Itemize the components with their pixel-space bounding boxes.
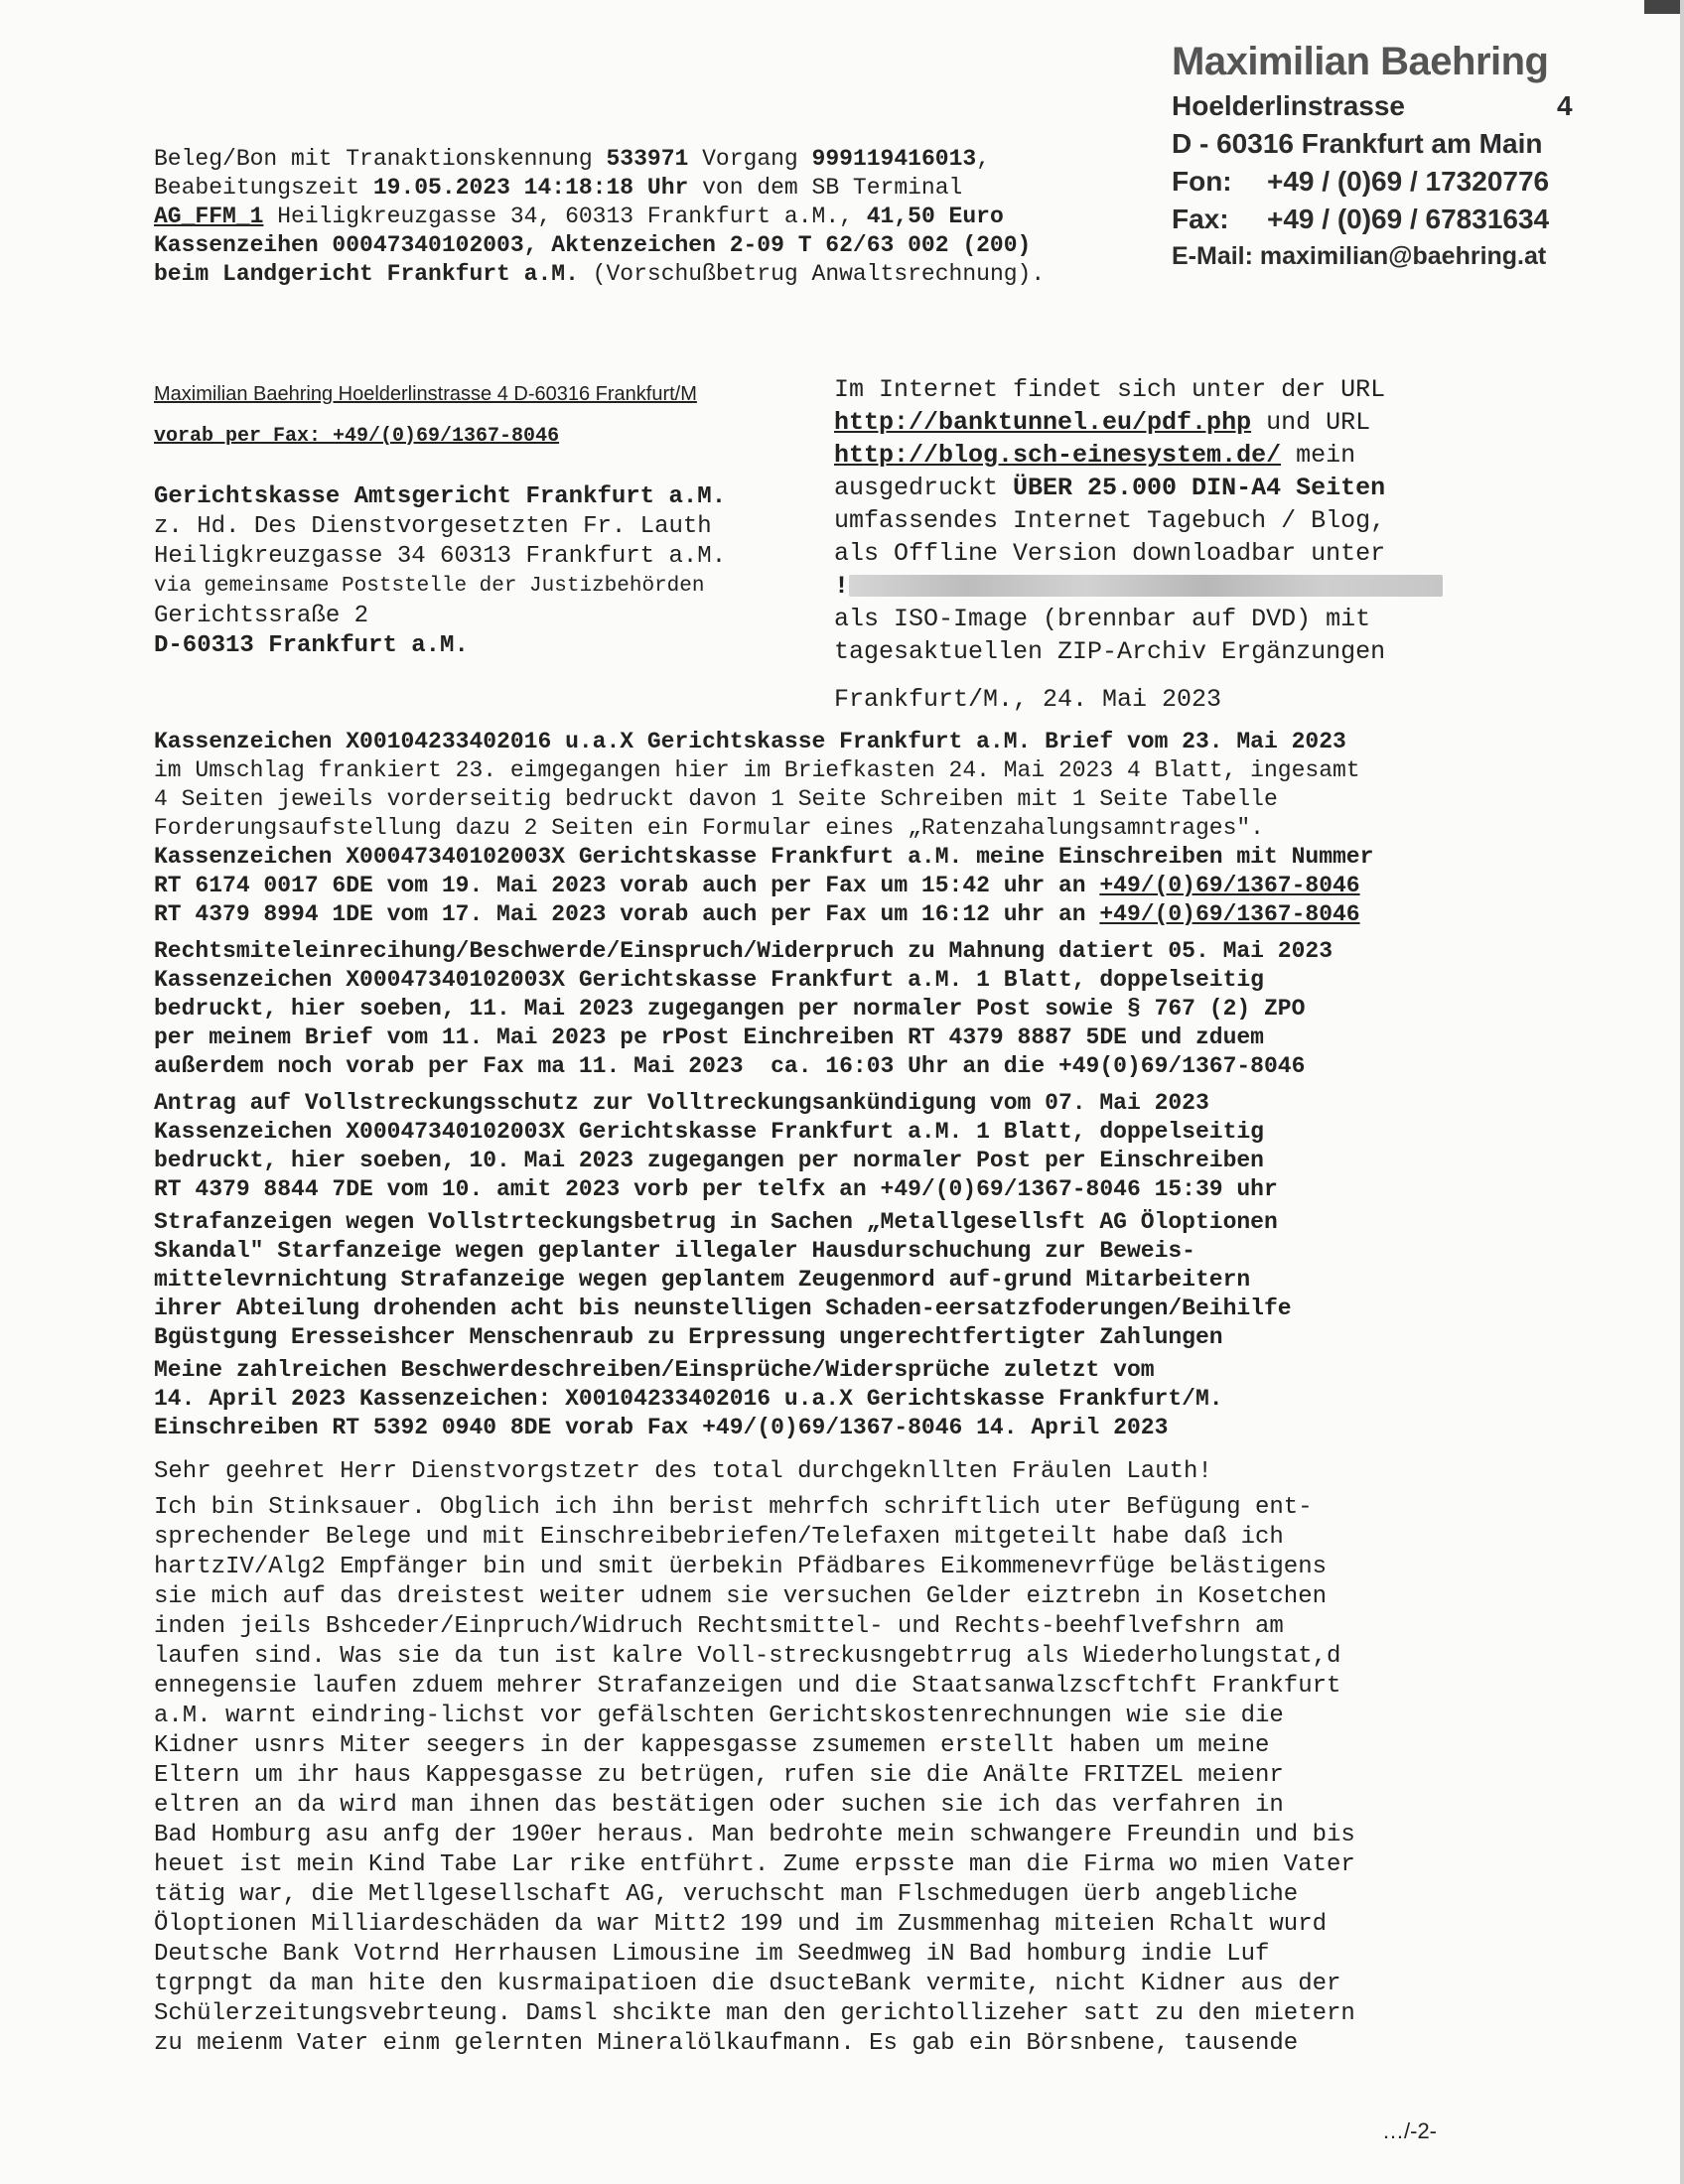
subject-line: bedruckt, hier soeben, 10. Mai 2023 zugegangen per normaler Post per Einschreiben xyxy=(154,1148,1264,1173)
recipient-line-3: Heiligkreuzgasse 34 60313 Frankfurt a.M. xyxy=(154,543,727,570)
body-line: sprechender Belege und mit Einschreibebriefen/Telefaxen mitgeteilt habe daß ich xyxy=(154,1524,1284,1551)
body-line: Deutsche Bank Votrnd Herrhausen Limousine im Seedmweg iN Bad homburg indie Luf xyxy=(154,1941,1270,1968)
subject-line: außerdem noch vorab per Fax ma 11. Mai 2023 ca. 16:03 Uhr an die +49(0)69/1367-8046 xyxy=(154,1053,1306,1079)
banktunnel-link[interactable]: http://banktunnel.eu/pdf.php xyxy=(834,408,1252,437)
subject-line: per meinem Brief vom 11. Mai 2023 pe rPost Einchreiben RT 4379 8887 5DE und zduem xyxy=(154,1024,1264,1050)
text-span: Heiligkreuzgasse 34, 60313 Frankfurt a.M., xyxy=(263,204,867,229)
recipient-line-4: via gemeinsame Poststelle der Justizbehörden xyxy=(154,575,705,598)
processing-time: 19.05.2023 14:18:18 Uhr xyxy=(372,175,689,201)
blog-link[interactable]: http://blog.sch-einesystem.de/ xyxy=(834,441,1282,470)
subject-line: im Umschlag frankiert 23. eimgegangen hier im Briefkasten 24. Mai 2023 4 Blatt, ingesamt xyxy=(154,757,1360,783)
internet-line-5: umfassendes Internet Tagebuch / Blog, xyxy=(834,506,1386,535)
subject-block xyxy=(154,728,1373,1442)
text-span: ausgedruckt xyxy=(834,474,1014,502)
page-continuation-marker: …/-2- xyxy=(1382,2118,1437,2143)
letterhead-phone-row xyxy=(1172,163,1668,201)
transaction-id: 533971 xyxy=(606,146,689,172)
subject-line: Meine zahlreichen Beschwerdeschreiben/Einsprüche/Widersprüche zuletzt vom xyxy=(154,1357,1155,1383)
body-line: sie mich auf das dreistest weiter udnem sie versuchen Gelder eiztrebn in Kosetchen xyxy=(154,1583,1327,1610)
internet-notice xyxy=(834,373,1443,668)
receipt-reference-block xyxy=(154,145,1045,289)
subject-line: 4 Seiten jeweils vorderseitig bedruckt davon 1 Seite Schreiben mit 1 Seite Tabelle xyxy=(154,786,1278,812)
body-line: Öloptionen Milliardeschäden da war Mitt2 199 und im Zusmmenhag miteien Rchalt wurd xyxy=(154,1911,1327,1938)
fax-notice: vorab per Fax: +49/(0)69/1367-8046 xyxy=(154,425,560,448)
subject-line: Kassenzeichen X00047340102003X Gerichtskasse Frankfurt a.M. 1 Blatt, doppelseitig xyxy=(154,967,1264,993)
letterhead-street: Hoelderlinstrasse xyxy=(1172,90,1405,121)
subject-line: 14. April 2023 Kassenzeichen: X00104233402016 u.a.X Gerichtskasse Frankfurt/M. xyxy=(154,1386,1223,1412)
letterhead-house-no: 4 xyxy=(1557,90,1573,121)
body-line: Bad Homburg asu anfg der 190er heraus. Man bedrohte mein schwangere Freundin und bis xyxy=(154,1822,1355,1848)
body-line: heuet ist mein Kind Tabe Lar rike entführt. Zume erpsste man die Firma wo mien Vater xyxy=(154,1851,1355,1878)
process-id: 999119416013 xyxy=(811,146,977,172)
body-line: Schülerzeitungsvebrteung. Damsl shcikte man den gerichtollizeher satt zu den mietern xyxy=(154,2000,1355,2027)
internet-line-6: als Offline Version downloadbar unter xyxy=(834,539,1386,568)
letterhead-phone-label: Fon: xyxy=(1172,166,1232,197)
internet-line-9: tagesaktuellen ZIP-Archiv Ergänzungen xyxy=(834,637,1386,666)
text-span: RT 4379 8994 1DE vom 17. Mai 2023 vorab auch per Fax um 16:12 uhr an xyxy=(154,901,1100,927)
subject-line: Antrag auf Vollstreckungsschutz zur Volltreckungsankündigung vom 07. Mai 2023 xyxy=(154,1090,1209,1116)
subject-line: mittelevrnichtung Strafanzeige wegen geplantem Zeugenmord auf-grund Mitarbeitern xyxy=(154,1267,1251,1293)
letterhead-phone: +49 / (0)69 / 17320776 xyxy=(1267,166,1550,197)
body-line: hartzIV/Alg2 Empfänger bin und smit üerbekin Pfädbares Eikommenevrfüge belästigens xyxy=(154,1554,1327,1580)
letter-date: Frankfurt/M., 24. Mai 2023 xyxy=(834,685,1222,714)
internet-line-1: Im Internet findet sich unter der URL xyxy=(834,375,1386,404)
subject-line: Kassenzeichen X00047340102003X Gerichtskasse Frankfurt a.M. 1 Blatt, doppelseitig xyxy=(154,1119,1264,1145)
text-span: und URL xyxy=(1251,408,1371,437)
text-span: (Vorschußbetrug Anwaltsrechnung). xyxy=(578,261,1046,287)
recipient-line-1: Gerichtskasse Amtsgericht Frankfurt a.M. xyxy=(154,483,727,510)
subject-line: RT 4379 8844 7DE vom 10. amit 2023 vorb per telfx an +49/(0)69/1367-8046 15:39 uhr xyxy=(154,1176,1278,1202)
body-line: tgrpngt da man hite den kusrmaipatioen die dsucteBank vermite, nicht Kidner aus der xyxy=(154,1971,1341,1997)
body-line: inden jeils Bshceder/Einpruch/Widruch Rechtsmittel- und Rechts-beehflvefshrn am xyxy=(154,1613,1284,1640)
letterhead-city: D - 60316 Frankfurt am Main xyxy=(1172,128,1543,159)
body-line: a.M. warnt eindring-lichst vor gefälschten Gerichtskostenrechnungen wie sie die xyxy=(154,1703,1284,1729)
body-line: laufen sind. Was sie da tun ist kalre Voll-streckusngebtrrug als Wiederholungstat,d xyxy=(154,1643,1341,1670)
letterhead-fax-label: Fax: xyxy=(1172,204,1229,234)
letterhead-fax: +49 / (0)69 / 67831634 xyxy=(1267,204,1550,234)
letterhead-fax-row xyxy=(1172,201,1668,238)
scan-edge-right xyxy=(1680,0,1684,2184)
recipient-address xyxy=(154,482,726,661)
text-span: ! xyxy=(834,572,850,601)
text-span: Beabeitungszeit xyxy=(154,175,373,201)
letterhead-email: E-Mail: maximilian@baehring.at xyxy=(1172,242,1547,270)
redacted-url-blur xyxy=(849,575,1443,597)
letterhead-street-row xyxy=(1172,87,1668,125)
fax-number: +49/(0)69/1367-8046 xyxy=(1099,873,1360,898)
fax-number: +49/(0)69/1367-8046 xyxy=(1099,901,1360,927)
scan-edge-top xyxy=(1644,0,1684,14)
letter-body xyxy=(154,1457,1355,2059)
subject-line: ihrer Abteilung drohenden acht bis neunstelligen Schaden-eersatzfoderungen/Beihilfe xyxy=(154,1296,1292,1321)
subject-line: Skandal" Starfanzeige wegen geplanter illegaler Hausdurschuchung zur Beweis- xyxy=(154,1238,1195,1264)
subject-line: Strafanzeigen wegen Vollstrteckungsbetrug in Sachen „Metallgesellsft AG Öloptionen xyxy=(154,1209,1278,1235)
body-line: zu meienm Vater einm gelernten Mineralölkaufmann. Es gab ein Börsnbene, tausende xyxy=(154,2030,1299,2057)
recipient-line-2: z. Hd. Des Dienstvorgesetzten Fr. Lauth xyxy=(154,513,712,540)
internet-line-8: als ISO-Image (brennbar auf DVD) mit xyxy=(834,605,1371,633)
subject-line: Kassenzeichen X00047340102003X Gerichtskasse Frankfurt a.M. meine Einschreiben mit Nummer xyxy=(154,844,1374,870)
subject-line: bedruckt, hier soeben, 11. Mai 2023 zugegangen per normaler Post sowie § 767 (2) ZPO xyxy=(154,996,1306,1022)
subject-line: Rechtsmiteleinrecihung/Beschwerde/Einspruch/Widerpruch zu Mahnung datiert 05. Mai 2023 xyxy=(154,938,1333,964)
body-line: Kidner usnrs Miter seegers in der kappesgasse zsumemen erstellt haben um meine xyxy=(154,1732,1270,1759)
letterhead xyxy=(1172,36,1668,274)
recipient-line-6: D-60313 Frankfurt a.M. xyxy=(154,632,469,659)
text-span: Beleg/Bon mit Tranaktionskennung xyxy=(154,146,607,172)
text-span: Vorgang xyxy=(688,146,812,172)
letterhead-name: Maximilian Baehring xyxy=(1172,40,1549,83)
subject-line: Einschreiben RT 5392 0940 8DE vorab Fax +49/(0)69/1367-8046 14. April 2023 xyxy=(154,1415,1169,1440)
body-line: Eltern um ihr haus Kappesgasse zu betrügen, rufen sie die Anälte FRITZEL meienr xyxy=(154,1762,1284,1789)
salutation: Sehr geehret Herr Dienstvorgstzetr des total durchgeknllten Fräulen Lauth! xyxy=(154,1458,1212,1485)
court-name: beim Landgericht Frankfurt a.M. xyxy=(154,261,579,287)
text-span: von dem SB Terminal xyxy=(688,175,963,201)
body-line: eltren an da wird man ihnen das bestätigen oder suchen sie ich das verfahren in xyxy=(154,1792,1284,1819)
sender-return-line: Maximilian Baehring Hoelderlinstrasse 4 D-60316 Frankfurt/M xyxy=(154,383,697,405)
subject-line: Bgüstgung Eresseishcer Menschenraub zu Erpressung ungerechtfertigter Zahlungen xyxy=(154,1324,1223,1350)
body-line: ennegensie laufen zduem mehrer Strafanzeigen und die Staatsanwalzscftchft Frankfurt xyxy=(154,1673,1341,1700)
body-line: tätig war, die Metllgesellschaft AG, veruchscht man Flschmedugen üerb angebliche xyxy=(154,1881,1299,1908)
text-span: RT 6174 0017 6DE vom 19. Mai 2023 vorab auch per Fax um 15:42 uhr an xyxy=(154,873,1100,898)
recipient-line-5: Gerichtssraße 2 xyxy=(154,603,369,629)
subject-line: Kassenzeichen X00104233402016 u.a.X Gerichtskasse Frankfurt a.M. Brief vom 23. Mai 2023 xyxy=(154,729,1346,754)
amount: 41,50 Euro xyxy=(866,204,1004,229)
subject-line: Forderungsaufstellung dazu 2 Seiten ein Formular eines „Ratenzahalungsamntrages". xyxy=(154,815,1264,841)
body-line: Ich bin Stinksauer. Obglich ich ihn berist mehrfch schriftlich uter Befügung ent- xyxy=(154,1494,1313,1521)
terminal-id: AG_FFM_1 xyxy=(154,204,264,229)
text-span: , xyxy=(976,146,990,172)
file-reference-line: Kassenzeihen 00047340102003, Aktenzeichen 2-09 T 62/63 002 (200) xyxy=(154,232,1032,258)
text-span: mein xyxy=(1281,441,1356,470)
page-count-highlight: ÜBER 25.000 DIN-A4 Seiten xyxy=(1013,474,1386,502)
